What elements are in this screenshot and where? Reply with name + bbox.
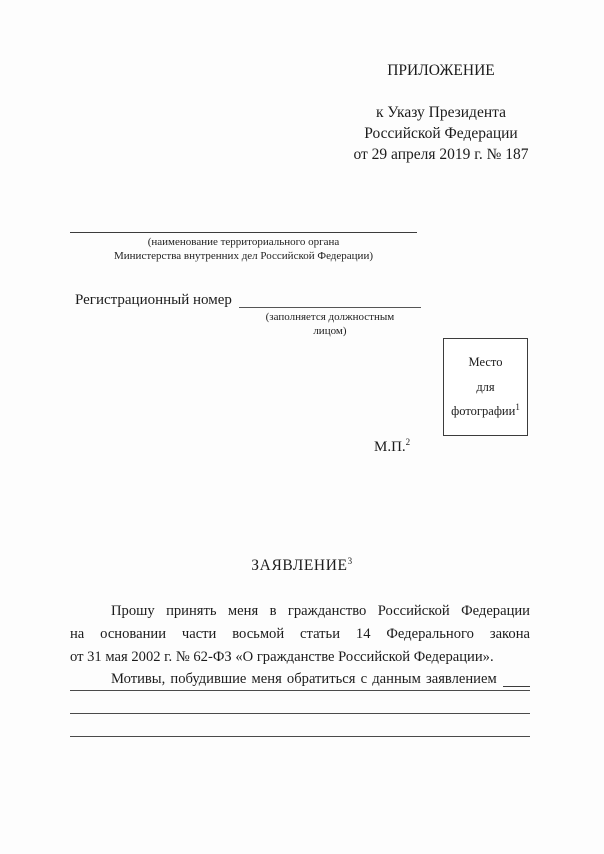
- motives-label: Мотивы, побудившие меня обратиться с данным заявлением: [111, 671, 497, 688]
- motives-blank-line: [70, 736, 530, 737]
- appendix-title: ПРИЛОЖЕНИЕ: [387, 62, 495, 79]
- org-name-caption: [70, 236, 417, 263]
- footnote-ref-3: 3: [347, 555, 353, 566]
- statement-line: Прошу принять меня в гражданство Российской Федерации: [111, 603, 530, 619]
- statement-paragraph: [70, 600, 530, 691]
- registration-number-blank-line: [239, 291, 421, 308]
- decree-reference-line: к Указу Президента: [376, 104, 506, 121]
- motives-blank-line-start: [503, 668, 530, 687]
- registration-caption-line: лицом): [313, 324, 347, 337]
- photo-placeholder-text: фотографии: [451, 404, 516, 419]
- decree-reference-line: Российской Федерации: [364, 124, 518, 142]
- registration-number-field: [75, 291, 421, 338]
- org-name-field: [70, 210, 417, 263]
- photo-placeholder-text-line: для: [476, 379, 495, 394]
- photo-placeholder-box: [443, 338, 528, 436]
- photo-placeholder-text-line: Место: [468, 354, 503, 369]
- motives-blank-line: [70, 690, 530, 691]
- photo-placeholder-text-line: [451, 404, 520, 419]
- registration-caption-line: (заполняется должностным: [265, 311, 395, 323]
- registration-number-value-area: [239, 291, 421, 338]
- statement-title-text: ЗАЯВЛЕНИЕ: [251, 557, 348, 574]
- decree-reference: [352, 103, 530, 165]
- footnote-ref-2: 2: [405, 437, 411, 447]
- statement-line: на основании части восьмой статьи 14 Федерального закона: [70, 625, 530, 642]
- org-name-caption-line: (наименование территориального органа: [147, 236, 340, 248]
- appendix-header: [352, 62, 530, 165]
- motives-blank-line: [70, 713, 530, 714]
- registration-number-caption: [239, 311, 421, 338]
- decree-reference-line: от 29 апреля 2019 г. № 187: [353, 145, 529, 163]
- footnote-ref-1: 1: [515, 402, 520, 413]
- statement-title: [0, 557, 604, 575]
- stamp-mark: [374, 439, 410, 456]
- statement-line: от 31 мая 2002 г. № 62-ФЗ «О гражданстве Российской Федерации».: [70, 648, 494, 665]
- stamp-label: М.П.: [374, 439, 406, 455]
- statement-line: [70, 668, 530, 691]
- registration-number-label: Регистрационный номер: [75, 292, 232, 308]
- org-name-blank-line: [70, 210, 417, 233]
- org-name-caption-line: Министерства внутренних дел Российской Федерации): [114, 249, 373, 262]
